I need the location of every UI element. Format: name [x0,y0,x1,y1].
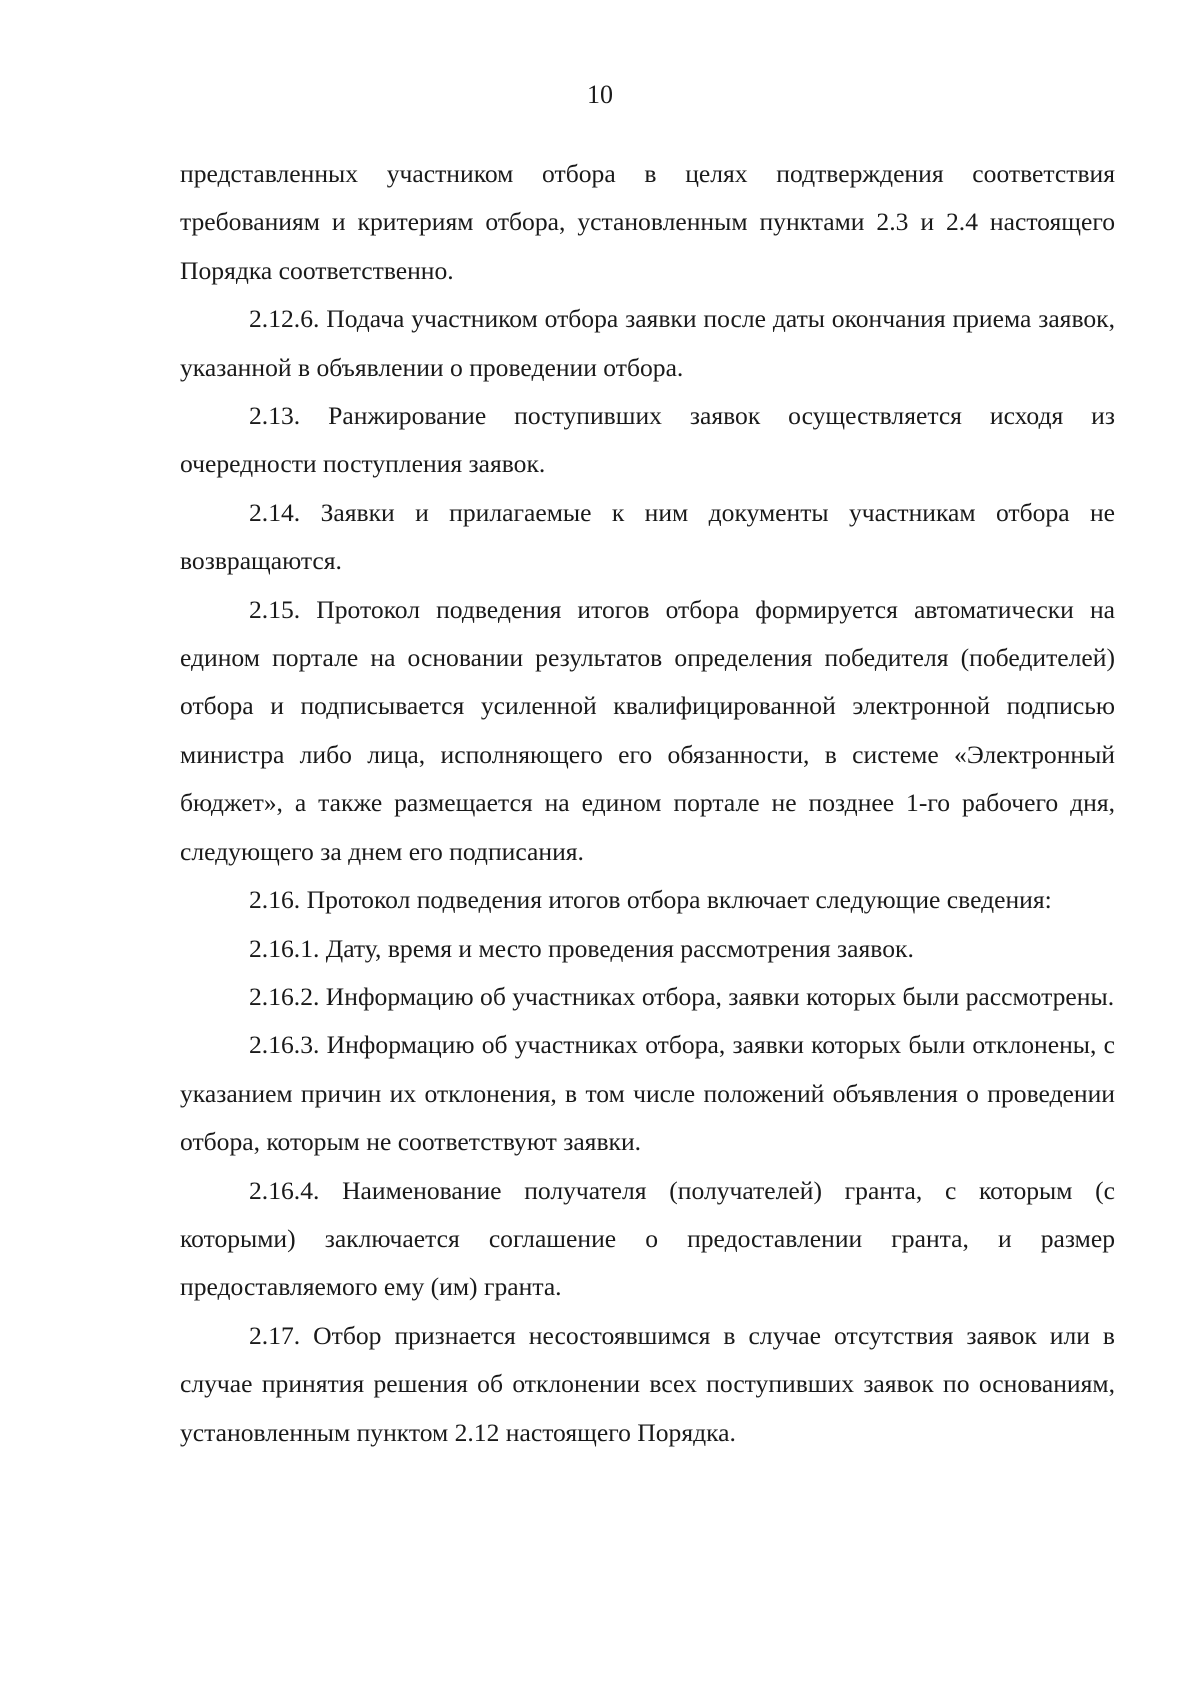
paragraph-2-16-2: 2.16.2. Информацию об участниках отбора, заявки которых были рассмотрены. [249,981,1115,1011]
page-number: 10 [587,80,613,109]
paragraph-2-16: 2.16. Протокол подведения итогов отбора включает следующие сведения: [249,885,1052,915]
paragraph-2-16-3: 2.16.3. Информацию об участниках отбора, заявки которых были отклонены, с указанием причин их отклонения, в том числе положений объявления о проведении отбора, которым не соответствуют заявки. [180,1030,1115,1157]
paragraph-2-17: 2.17. Отбор признается несостоявшимся в случае отсутствия заявок или в случае принятия решения об отклонении всех поступивших заявок по основаниям, установленным пунктом 2.12 настоящего Порядка. [180,1320,1115,1447]
paragraph-2-15: 2.15. Протокол подведения итогов отбора формируется автоматически на едином портале на основании результатов определения победителя (победителей) отбора и подписывается усиленной квалифицированной электронной подписью министра либо лица, исполняющего его обязанности, в системе «Электронный бюджет», а также размещается на едином портале не позднее 1-го рабочего дня, следующего за днем его подписания. [180,594,1115,866]
document-body [180,150,1115,1457]
paragraph-2-16-4: 2.16.4. Наименование получателя (получателей) гранта, с которым (с которыми) заключается соглашение о предоставлении гранта, и размер предоставляемого ему (им) гранта. [180,1175,1115,1302]
paragraph-2-16-1: 2.16.1. Дату, время и место проведения рассмотрения заявок. [249,933,914,963]
paragraph-2-14: 2.14. Заявки и прилагаемые к ним документы участникам отбора не возвращаются. [180,497,1115,576]
paragraph-2-13: 2.13. Ранжирование поступивших заявок осуществляется исходя из очередности поступления заявок. [180,401,1115,479]
paragraph-continuation: представленных участником отбора в целях подтверждения соответствия требованиям и критериям отбора, установленным пунктами 2.3 и 2.4 настоящего Порядка соответственно. [180,159,1115,285]
paragraph-2-12-6: 2.12.6. Подача участником отбора заявки после даты окончания приема заявок, указанной в объявлении о проведении отбора. [180,304,1115,382]
